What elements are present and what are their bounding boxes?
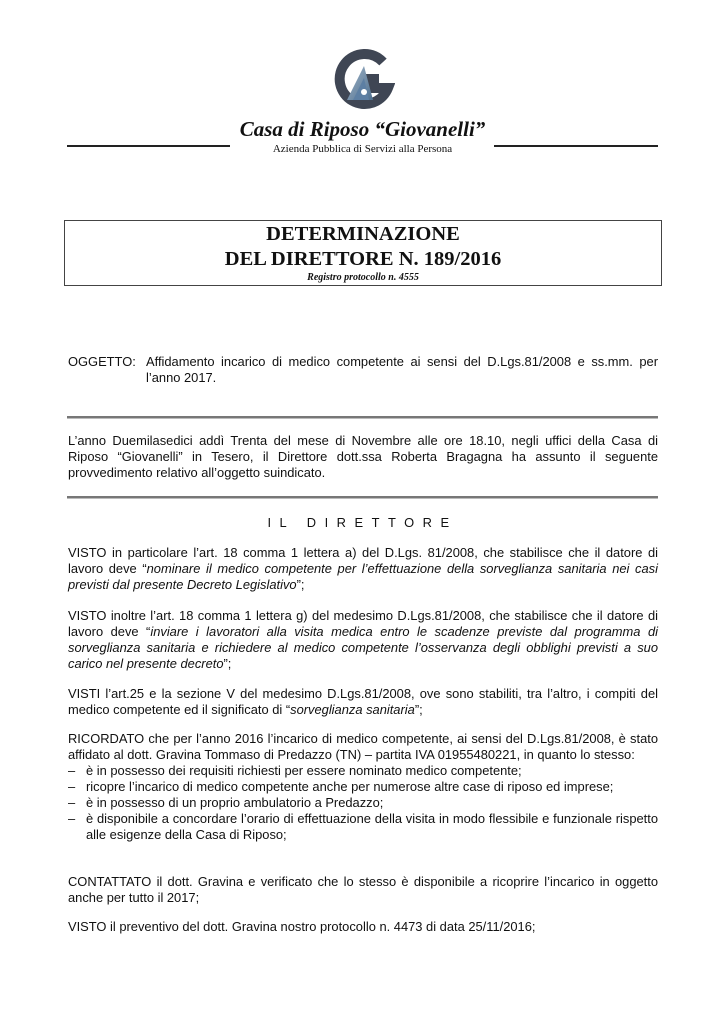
list-item	[68, 811, 658, 843]
paragraph-quote: nominare il medico competente per l’effettuazione della sorveglianza sanitaria nei casi previsti dal presente Decreto Legislativo	[68, 561, 658, 592]
paragraph-text: RICORDATO che per l’anno 2016 l’incarico di medico competente, ai sensi del D.Lgs.81/2008, è stato affidato al dott. Gravina Tommaso di Predazzo (TN) – partita IVA 01955480221, in quanto lo stesso:	[68, 731, 658, 762]
org-name: Casa di Riposo “Giovanelli”	[239, 117, 486, 141]
title-line-1: DETERMINAZIONE	[266, 223, 460, 245]
giovanelli-logo-icon	[333, 48, 395, 114]
intro-paragraph: L’anno Duemilasedici addì Trenta del mese di Novembre alle ore 18.10, negli uffici della Casa di Riposo “Giovanelli” in Tesero, il Direttore dott.ssa Roberta Bragagna ha assunto il seguente provvedimento relativo all’oggetto suindicato.	[68, 433, 658, 480]
list-item	[68, 763, 658, 779]
paragraph-visto-1	[68, 545, 658, 593]
bullet-dash: –	[68, 779, 76, 794]
paragraph-text: VISTO in particolare l’art. 18 comma 1 lettera a) del D.Lgs. 81/2008, che stabilisce che il datore di lavoro deve “	[68, 545, 658, 576]
oggetto-label: OGGETTO:	[68, 354, 136, 369]
paragraph-text: VISTO inoltre l’art. 18 comma 1 lettera g) del medesimo D.Lgs.81/2008, che stabilisce che il datore di lavoro deve “	[68, 608, 658, 639]
list-item-text: è in possesso di un proprio ambulatorio a Predazzo;	[86, 795, 384, 810]
paragraph-quote: inviare i lavoratori alla visita medica entro le scadenze previste dal programma di sorveglianza sanitaria e richiedere al medico competente l’osservanza degli obblighi previsti a suo carico nel presente decreto	[68, 624, 658, 671]
title-box	[64, 220, 662, 286]
section-heading: IL DIRETTORE	[267, 515, 458, 530]
requirements-list	[68, 763, 658, 843]
bullet-dash: –	[68, 811, 76, 826]
title-line-2: DEL DIRETTORE N. 189/2016	[224, 248, 502, 270]
list-item-text: è disponibile a concordare l’orario di effettuazione della visita in modo flessibile e funzionale rispetto alle esigenze della Casa di Riposo;	[86, 811, 658, 842]
oggetto-text: Affidamento incarico di medico competente ai sensi del D.Lgs.81/2008 e ss.mm. per l’anno 2017.	[146, 354, 658, 385]
paragraph-quote: sorveglianza sanitaria	[290, 702, 415, 717]
list-item	[68, 795, 658, 811]
bullet-dash: –	[68, 795, 76, 810]
paragraph-visto-preventivo: VISTO il preventivo del dott. Gravina nostro protocollo n. 4473 di data 25/11/2016;	[68, 919, 536, 934]
paragraph-text: VISTI l’art.25 e la sezione V del medesimo D.Lgs.81/2008, ove sono stabiliti, tra l’altro, i compiti del medico competente ed il significato di “	[68, 686, 658, 717]
list-item-text: è in possesso dei requisiti richiesti per essere nominato medico competente;	[86, 763, 522, 778]
bullet-dash: –	[68, 763, 76, 778]
divider	[67, 496, 658, 499]
org-subtitle: Azienda Pubblica di Servizi alla Persona	[272, 143, 453, 155]
divider	[67, 416, 658, 419]
paragraph-text: ”;	[296, 577, 305, 592]
registro-protocollo: Registro protocollo n. 4555	[307, 272, 419, 283]
paragraph-visto-2	[68, 608, 658, 672]
list-item	[68, 779, 658, 795]
paragraph-text: ”;	[414, 702, 423, 717]
paragraph-ricordato	[68, 731, 658, 843]
list-item-text: ricopre l’incarico di medico competente anche per numerose altre case di riposo ed imprese;	[86, 779, 614, 794]
paragraph-visti	[68, 686, 658, 718]
paragraph-contattato: CONTATTATO il dott. Gravina e verificato che lo stesso è disponibile a ricoprire l’incarico in oggetto anche per tutto il 2017;	[68, 874, 658, 905]
paragraph-text: ”;	[223, 656, 232, 671]
